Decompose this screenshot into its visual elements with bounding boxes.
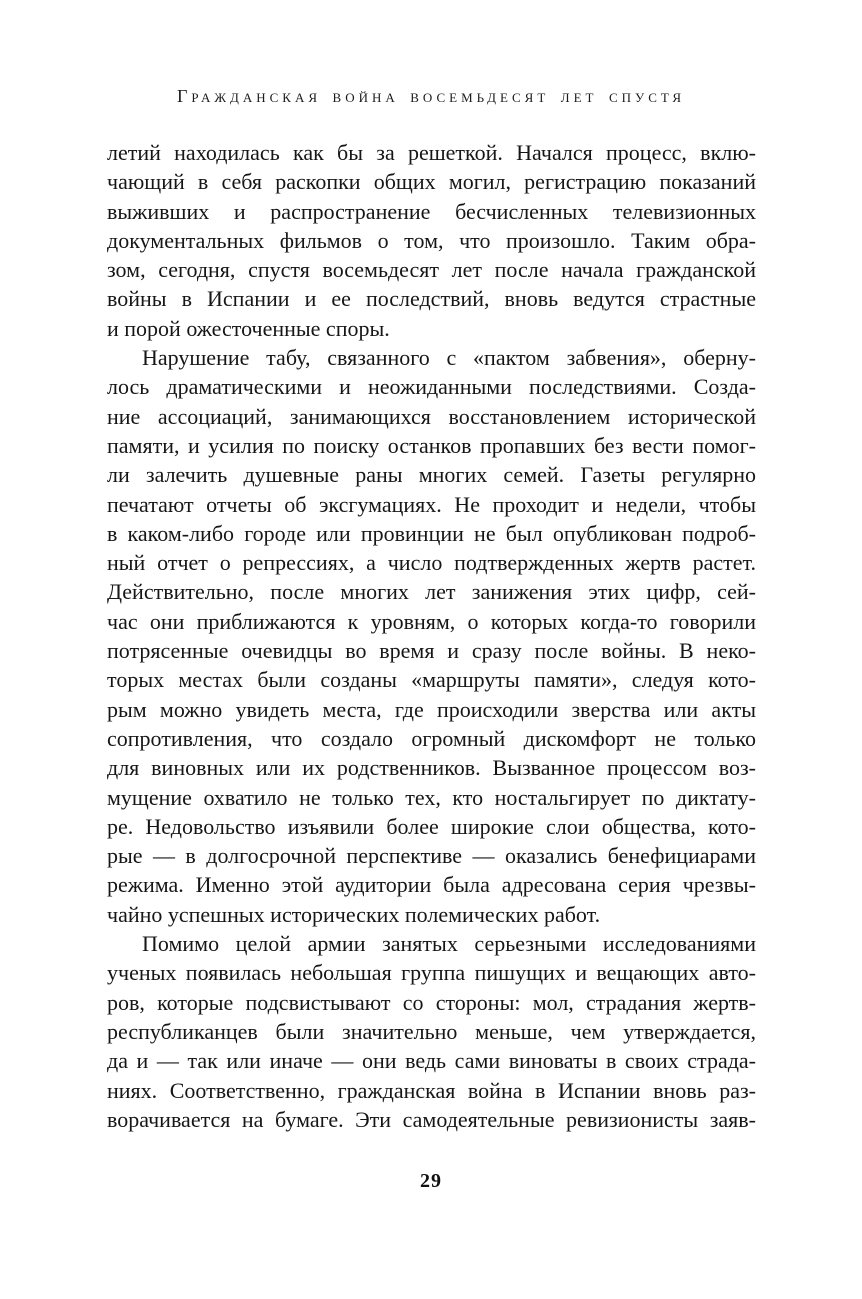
text-line: режима. Именно этой аудитории была адресована серия чрезвы- — [107, 872, 756, 898]
text-line: выживших и распространение бесчисленных телевизионных — [107, 198, 756, 224]
text-line: документальных фильмов о том, что произошло. Таким обра- — [107, 227, 756, 253]
text-line: зом, сегодня, спустя восемьдесят лет после начала гражданской — [107, 257, 756, 283]
text-line: республиканцев были значительно меньше, чем утверждается, — [107, 1018, 756, 1044]
text-line: ние ассоциаций, занимающихся восстановлением исторической — [107, 403, 756, 429]
text-line: печатают отчеты об эксгумациях. Не проходит и недели, чтобы — [107, 491, 756, 517]
text-line: чающий в себя раскопки общих могил, регистрацию показаний — [107, 169, 756, 195]
text-line: и порой ожесточенные споры. — [107, 315, 390, 341]
text-line: ли залечить душевные раны многих семей. Газеты регулярно — [107, 462, 756, 488]
text-line: памяти, и усилия по поиску останков пропавших без вести помог- — [107, 432, 756, 458]
text-line: Действительно, после многих лет занижения этих цифр, сей- — [107, 579, 756, 605]
text-line: лось драматическими и неожиданными последствиями. Созда- — [107, 374, 756, 400]
text-line: Нарушение табу, связанного с «пактом забвения», оберну- — [142, 345, 756, 371]
text-line: мущение охватило не только тех, кто ностальгирует по диктату- — [107, 784, 756, 810]
text-line: рым можно увидеть места, где происходили зверства или акты — [107, 696, 756, 722]
text-line: Помимо целой армии занятых серьезными исследованиями — [142, 931, 756, 957]
text-line: для виновных или их родственников. Вызванное процессом воз- — [107, 755, 756, 781]
text-line: ре. Недовольство изъявили более широкие слои общества, кото- — [107, 813, 756, 839]
text-line: ров, которые подсвистывают со стороны: мол, страдания жертв- — [107, 989, 756, 1015]
text-line: час они приближаются к уровням, о которых когда-то говорили — [107, 608, 756, 634]
running-header: Гражданская война восемьдесят лет спустя — [176, 86, 686, 106]
text-line: в каком-либо городе или провинции не был опубликован подроб- — [107, 520, 756, 546]
text-line: торых местах были созданы «маршруты памяти», следуя кото- — [107, 667, 756, 693]
body-text — [107, 138, 756, 1134]
text-line: потрясенные очевидцы во время и сразу после войны. В неко- — [107, 638, 756, 664]
text-line: сопротивления, что создало огромный дискомфорт не только — [107, 725, 756, 751]
text-line: летий находилась как бы за решеткой. Начался процесс, вклю- — [107, 140, 756, 165]
text-line: войны в Испании и ее последствий, вновь ведутся страстные — [107, 286, 756, 312]
text-line: чайно успешных исторических полемических работ. — [107, 901, 601, 927]
page-number: 29 — [420, 1170, 442, 1192]
text-line: ниях. Соответственно, гражданская война в Испании вновь раз- — [107, 1077, 756, 1103]
text-line: да и — так или иначе — они ведь сами виноваты в своих страда- — [107, 1048, 756, 1074]
text-line: ворачивается на бумаге. Эти самодеятельные ревизионисты заяв- — [107, 1106, 756, 1132]
text-line: рые — в долгосрочной перспективе — оказались бенефициарами — [107, 843, 756, 869]
text-line: ный отчет о репрессиях, а число подтвержденных жертв растет. — [107, 550, 756, 576]
text-line: ученых появилась небольшая группа пишущих и вещающих авто- — [107, 960, 756, 986]
